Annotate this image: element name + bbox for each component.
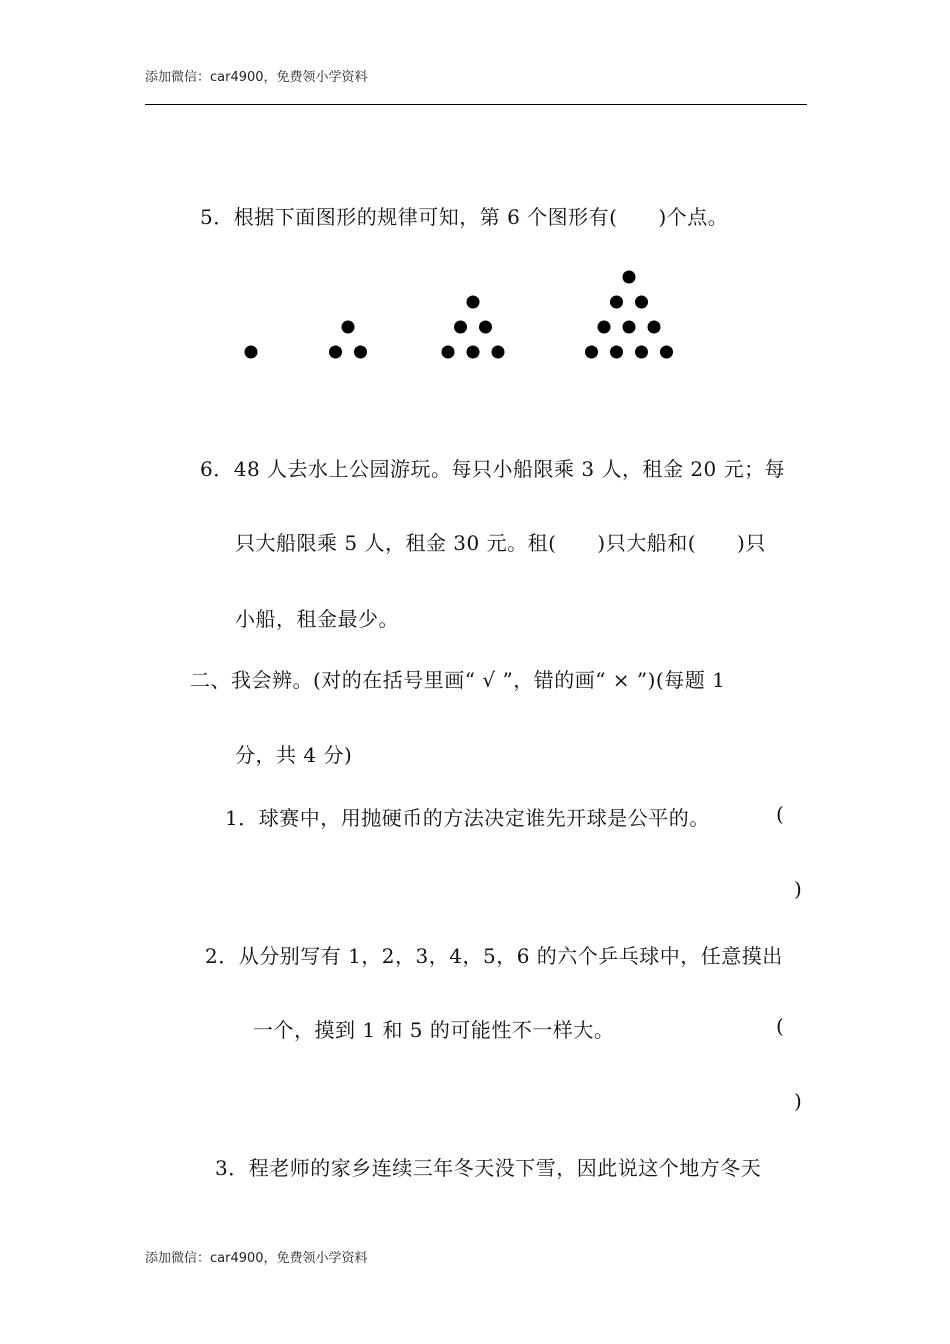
judge-1-open-paren: ( <box>776 802 785 826</box>
dot <box>598 321 611 334</box>
question-6-line-2: 只大船限乘 5 人，租金 30 元。租( )只大船和( )只 <box>235 531 766 555</box>
dot <box>354 346 367 359</box>
judge-3-line-1: 3．程老师的家乡连续三年冬天没下雪，因此说这个地方冬天 <box>215 1156 762 1180</box>
dot <box>467 296 480 309</box>
dot-figure-4 <box>585 271 673 359</box>
judge-2-line-1: 2．从分别写有 1，2，3，4，5，6 的六个乒乓球中，任意摸出 <box>205 944 783 968</box>
judge-1-close-paren: ) <box>794 877 803 901</box>
dot <box>442 346 455 359</box>
page-header: 添加微信：car4900，免费领小学资料 <box>145 70 368 85</box>
question-5: 5．根据下面图形的规律可知，第 6 个图形有( )个点。 <box>200 205 729 229</box>
dot <box>648 321 661 334</box>
dot <box>329 346 342 359</box>
dot <box>635 296 648 309</box>
dot <box>660 346 673 359</box>
dot <box>623 321 636 334</box>
question-6-line-3: 小船，租金最少。 <box>235 607 399 631</box>
dot <box>623 271 636 284</box>
dot <box>342 321 355 334</box>
judge-2-open-paren: ( <box>776 1014 785 1038</box>
dot <box>245 346 258 359</box>
dot-figure-2 <box>329 321 367 359</box>
dot-figure-1 <box>245 346 258 359</box>
page-footer: 添加微信：car4900，免费领小学资料 <box>145 1251 368 1266</box>
dot-pattern-figures <box>0 0 950 420</box>
dot <box>492 346 505 359</box>
dot <box>610 346 623 359</box>
judge-2-close-paren: ) <box>794 1089 803 1113</box>
question-6-line-1: 6．48 人去水上公园游玩。每只小船限乘 3 人，租金 20 元；每 <box>200 457 786 481</box>
dot <box>635 346 648 359</box>
dot-figure-3 <box>442 296 505 359</box>
dot <box>585 346 598 359</box>
dot <box>467 346 480 359</box>
dot <box>454 321 467 334</box>
dot <box>479 321 492 334</box>
section-2-heading-cont: 分，共 4 分) <box>235 743 353 767</box>
judge-1-text: 1．球赛中，用抛硬币的方法决定谁先开球是公平的。 <box>225 806 710 830</box>
section-2-heading: 二、我会辨。(对的在括号里画“ √ ”，错的画“ × ”)(每题 1 <box>190 668 726 692</box>
judge-2-line-2: 一个，摸到 1 和 5 的可能性不一样大。 <box>253 1018 615 1042</box>
dot <box>610 296 623 309</box>
